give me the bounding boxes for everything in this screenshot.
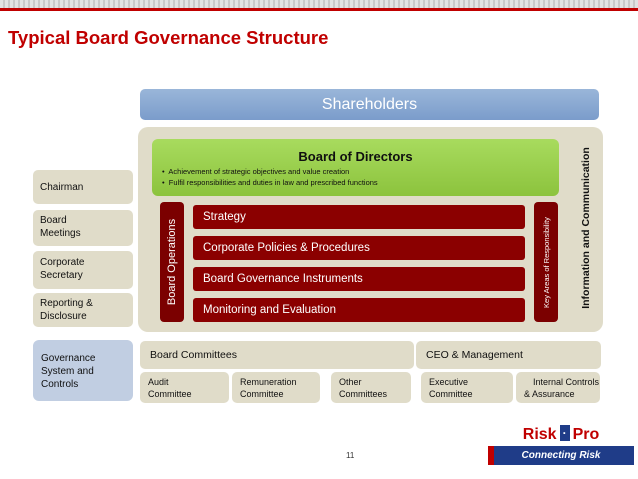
ceo-management-header: CEO & Management <box>416 341 601 369</box>
area-monitoring-evaluation: Monitoring and Evaluation <box>193 298 525 322</box>
logo-wordmark: Risk · Pro <box>488 424 634 446</box>
area-corporate-policies: Corporate Policies & Procedures <box>193 236 525 260</box>
area-strategy: Strategy <box>193 205 525 229</box>
internal-controls-box: Internal Controls & Assurance <box>516 372 600 403</box>
logo-tagline: Connecting Risk Professionals <box>488 446 634 465</box>
board-committees-header: Board Committees <box>140 341 414 369</box>
side-item-corporate-secretary: Corporate Secretary <box>33 251 133 289</box>
side-item-reporting-disclosure: Reporting & Disclosure <box>33 293 133 327</box>
page-title: Typical Board Governance Structure <box>8 27 329 48</box>
audit-committee-box: Audit Committee <box>140 372 229 403</box>
bullet-item: • Achievement of strategic objectives and value creation <box>162 167 350 176</box>
executive-committee-box: Executive Committee <box>421 372 513 403</box>
board-of-directors-box <box>152 139 559 196</box>
board-of-directors-title: Board of Directors <box>298 149 413 164</box>
governance-system-box: Governance System and Controls <box>33 340 133 401</box>
board-operations-bar: Board Operations <box>160 202 184 322</box>
riskpro-logo <box>488 424 634 479</box>
header-red-rule <box>0 8 638 11</box>
page-number: 11 <box>346 451 355 460</box>
key-areas-bar: Key Areas of Responsibility <box>534 202 558 322</box>
information-communication-label: Information and Communication <box>580 147 592 309</box>
side-item-chairman: Chairman <box>33 170 133 204</box>
area-governance-instruments: Board Governance Instruments <box>193 267 525 291</box>
bullet-item: • Fulfil responsibilities and duties in law and prescribed functions <box>162 178 378 187</box>
header-stripe <box>0 0 638 8</box>
other-committees-box: Other Committees <box>331 372 411 403</box>
side-item-board-meetings: Board Meetings <box>33 210 133 246</box>
shareholders-box: Shareholders <box>140 89 599 120</box>
board-of-directors-bullets <box>162 166 378 188</box>
remuneration-committee-box: Remuneration Committee <box>232 372 320 403</box>
